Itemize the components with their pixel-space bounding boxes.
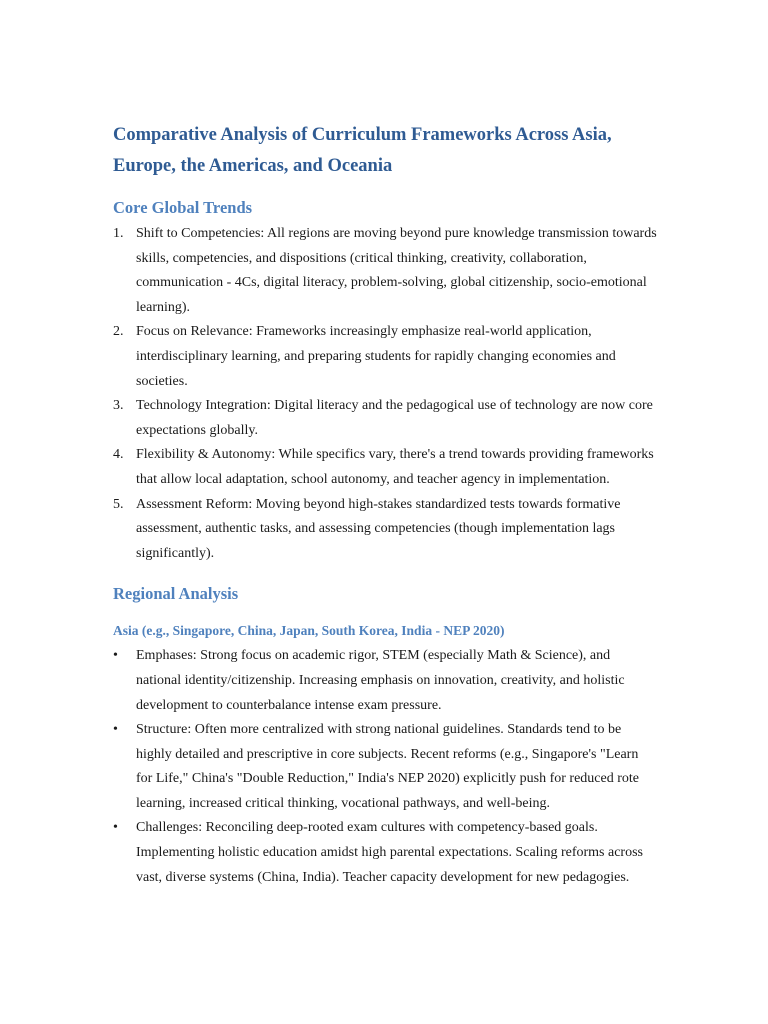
trend-item xyxy=(113,394,658,443)
asia-subheading: Asia (e.g., Singapore, China, Japan, South Korea, India - NEP 2020) xyxy=(113,623,505,639)
list-number: 2. xyxy=(113,324,124,340)
core-trends-list xyxy=(113,222,658,566)
trend-item xyxy=(113,222,658,320)
list-number: 4. xyxy=(113,447,124,463)
bullet-icon: • xyxy=(113,648,118,664)
core-global-trends-heading: Core Global Trends xyxy=(113,198,253,217)
bullet-text: Emphases: Strong focus on academic rigor, STEM (especially Math & Science), and national identity/citizenship. Increasing emphasis on innovation, creativity, and holistic development to counterbalance intense exam pressure. xyxy=(136,648,625,713)
bullet-icon: • xyxy=(113,722,118,738)
asia-bullet-item xyxy=(113,718,658,816)
trend-text: Focus on Relevance: Frameworks increasingly emphasize real-world application, interdisciplinary learning, and preparing students for rapidly changing economies and societies. xyxy=(136,324,616,389)
asia-bullet-list xyxy=(113,644,658,890)
regional-analysis-heading: Regional Analysis xyxy=(113,584,239,604)
trend-text: Technology Integration: Digital literacy and the pedagogical use of technology are now core expectations globally. xyxy=(136,398,653,438)
trend-text: Flexibility & Autonomy: While specifics vary, there's a trend towards providing frameworks that allow local adaptation, school autonomy, and teacher agency in implementation. xyxy=(136,447,654,487)
list-number: 5. xyxy=(113,496,124,512)
asia-bullet-item xyxy=(113,816,658,890)
document-page xyxy=(113,120,658,890)
trend-item xyxy=(113,443,658,492)
list-number: 3. xyxy=(113,398,124,414)
list-number: 1. xyxy=(113,226,124,241)
bullet-text: Challenges: Reconciling deep-rooted exam cultures with competency-based goals. Implementing holistic education amidst high parental expectations. Scaling reforms across vast, diverse systems (China, India). Teacher capacity development for new pedagogies. xyxy=(136,820,643,885)
trend-text: Shift to Competencies: All regions are moving beyond pure knowledge transmission towards skills, competencies, and dispositions (critical thinking, creativity, collaboration, communication - 4Cs, digital literacy, problem-solving, global citizenship, socio-emotional learning). xyxy=(136,226,657,315)
bullet-icon: • xyxy=(113,820,118,836)
asia-bullet-item xyxy=(113,644,658,718)
trend-item xyxy=(113,493,658,567)
trend-text: Assessment Reform: Moving beyond high-stakes standardized tests towards formative assessment, authentic tasks, and assessing competencies (though implementation lags significantly). xyxy=(136,496,621,561)
bullet-text: Structure: Often more centralized with strong national guidelines. Standards tend to be highly detailed and prescriptive in core subjects. Recent reforms (e.g., Singapore's "Learn for Life," China's "Double Reduction," India's NEP 2020) explicitly push for reduced rote learning, increased critical thinking, vocational pathways, and well-being. xyxy=(136,722,640,811)
trend-item xyxy=(113,320,658,394)
document-title: Comparative Analysis of Curriculum Frameworks Across Asia, Europe, the Americas, and Oceania xyxy=(113,125,612,176)
